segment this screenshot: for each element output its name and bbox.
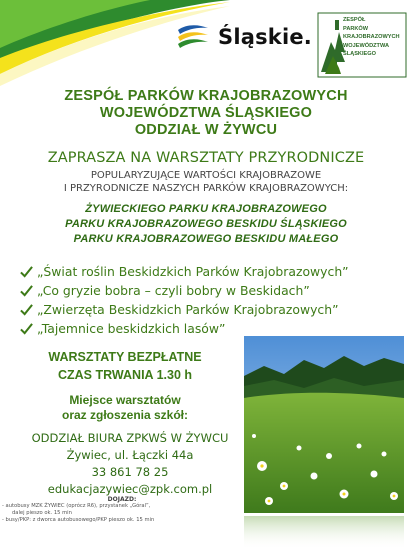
organization-heading	[0, 88, 412, 139]
topic-item	[20, 300, 349, 319]
meadow-photo	[244, 336, 404, 513]
place-line: oraz zgłoszenia szkół:	[61, 408, 189, 422]
topic-label: „Świat roślin Beskidzkich Parków Krajobrazowych”	[37, 264, 349, 279]
park-name: ŻYWIECKIEGO PARKU KRAJOBRAZOWEGO	[85, 203, 327, 215]
slaskie-logo-icon	[176, 22, 210, 52]
contact-block	[10, 430, 250, 498]
org-line: ZESPÓŁ PARKÓW KRAJOBRAZOWYCH	[64, 88, 348, 104]
photo-reflection	[244, 516, 404, 550]
brand-text: Śląskie.	[218, 25, 312, 49]
topic-label: „Zwierzęta Beskidzkich Parków Krajobrazowych”	[37, 302, 339, 317]
topic-label: „Tajemnice beskidzkich lasów”	[37, 321, 226, 336]
directions-line: dalej pieszo ok. 15 min	[12, 510, 72, 516]
office-name: ODDZIAŁ BIURA ZPKWŚ W ŻYWCU	[31, 431, 229, 445]
checkmark-icon	[20, 303, 33, 316]
directions-title: DOJAZD:	[107, 496, 137, 503]
sub-line: POPULARYZUJĄCE WARTOŚCI KRAJOBRAZOWE	[90, 170, 322, 181]
directions-line: - autobusy MZK ŻYWIEC (oprócz R6), przystanek „Góral”,	[2, 503, 151, 509]
slaskie-brand	[176, 22, 312, 52]
email-address: edukacjazywiec@zpk.com.pl	[47, 482, 213, 496]
org-line: ODDZIAŁ W ŻYWCU	[134, 122, 278, 138]
free-workshops-info	[20, 348, 230, 384]
checkmark-icon	[20, 322, 33, 335]
checkmark-icon	[20, 265, 33, 278]
topic-item	[20, 262, 349, 281]
topic-item	[20, 281, 349, 300]
phone-number: 33 861 78 25	[91, 465, 169, 479]
workshop-place-heading	[20, 393, 230, 423]
park-name: PARKU KRAJOBRAZOWEGO BESKIDU MAŁEGO	[73, 233, 339, 245]
zpk-line: PARKÓW	[343, 25, 369, 32]
zpk-line: ZESPÓŁ	[343, 17, 366, 23]
workshop-topics	[20, 262, 349, 338]
zpk-line: ŚLĄSKIEGO	[343, 51, 376, 58]
topic-label: „Co gryzie bobra – czyli bobry w Beskidach”	[37, 283, 310, 298]
zpk-line: WOJEWÓDZTWA	[343, 42, 389, 49]
duration-label: CZAS TRWANIA 1.30 h	[57, 368, 193, 382]
org-line: WOJEWÓDZTWA ŚLĄSKIEGO	[99, 105, 313, 121]
zpk-logo-text	[343, 16, 400, 59]
invite-subtitle	[0, 169, 412, 195]
park-name: PARKU KRAJOBRAZOWEGO BESKIDU ŚLĄSKIEGO	[65, 218, 347, 230]
address: Żywiec, ul. Łączki 44a	[66, 448, 194, 462]
place-line: Miejsce warsztatów	[69, 393, 181, 407]
directions-line: - busy/PKP: z dworca autobusowego/PKP pieszo ok. 15 min	[2, 517, 155, 523]
sub-line: I PRZYRODNICZE NASZYCH PARKÓW KRAJOBRAZOWYCH:	[63, 183, 349, 194]
checkmark-icon	[20, 284, 33, 297]
invite-heading: ZAPRASZA NA WARSZTATY PRZYRODNICZE	[47, 150, 365, 166]
directions-note	[2, 496, 242, 524]
parks-list	[0, 202, 412, 247]
free-label: WARSZTATY BEZPŁATNE	[48, 350, 202, 364]
zpk-line: KRAJOBRAZOWYCH	[343, 34, 400, 41]
